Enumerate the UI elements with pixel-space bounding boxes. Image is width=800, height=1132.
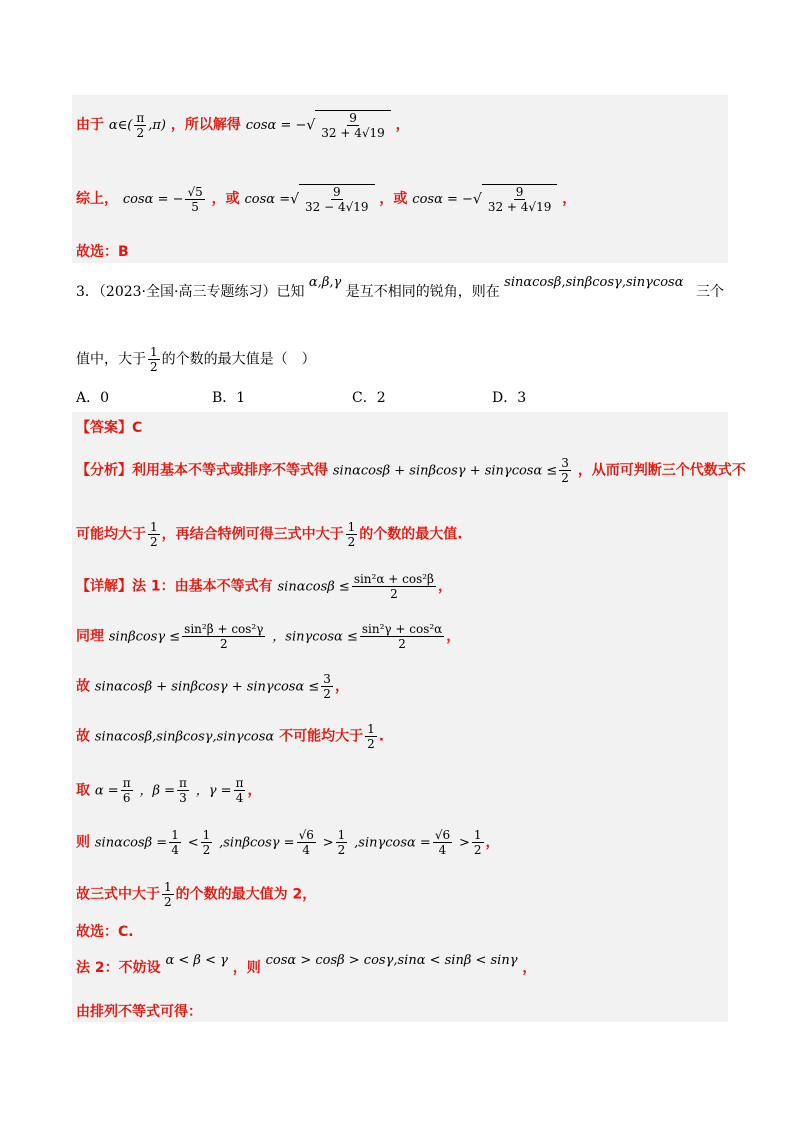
option-b[interactable]: B．1 bbox=[212, 390, 246, 406]
analysis-line2: 可能均大于 $\frac{1}{2}$ ，再结合特例可得三式中大于 $\frac{1}{2}$ 的个数的最大值. bbox=[76, 520, 463, 549]
option-c[interactable]: C．2 bbox=[352, 390, 386, 406]
detail-line3: 故 sinαcosβ + sinβcosγ + sinγcosα ≤ $\frac{3}{2}$ ， bbox=[76, 672, 349, 701]
option-d[interactable]: D．3 bbox=[492, 390, 527, 406]
line-summary: 综上， cosα = − $\frac{√5}{5}$ ，或 cosα =√ $\frac{9}{32 - 4√19}$ ，或 cosα = −√ $\frac{9}{32 + 4√19}$ ， bbox=[76, 184, 577, 214]
analysis-line1: 【分析】利用基本不等式或排序不等式得 sinαcosβ + sinβcosγ + sinγcosα ≤ $\frac{3}{2}$ ，从而可判断三个代数式不 bbox=[76, 456, 746, 485]
detail-line7: 故三式中大于 $\frac{1}{2}$ 的个数的最大值为 2， bbox=[76, 880, 317, 909]
question-3: 3．（2023·全国·高三专题练习）已知 α,β,γ 是互不相同的锐角，则在 sinαcosβ,sinβcosγ,sinγcosα 三个 bbox=[76, 275, 724, 300]
answer-label: 【答案】C bbox=[76, 420, 143, 436]
choice-b: 故选：B bbox=[76, 244, 129, 260]
answer-shade-bottom bbox=[72, 412, 728, 1022]
line-since: 由于 α∈( $\frac{\pi}{2}$ ,π) ，所以解得 cosα = −√ $\frac{9}{32 + 4√19}$ ， bbox=[76, 110, 410, 140]
detail-line5: 取 α = $\frac{\pi}{6}$ ，β = $\frac{\pi}{3}$ ，γ = $\frac{\pi}{4}$ ， bbox=[76, 776, 262, 805]
choice-c: 故选：C. bbox=[76, 924, 134, 940]
option-a[interactable]: A．0 bbox=[76, 390, 110, 406]
method2-line: 法 2：不妨设 α < β < γ ，则 cosα > cosβ > cosγ,sinα < sinβ < sinγ ， bbox=[76, 953, 537, 976]
detail-line1: 【详解】法 1：由基本不等式有 sinαcosβ ≤ $\frac{\text{sin²α + cos²β}}{2}$ ， bbox=[76, 572, 452, 601]
detail-line2: 同理 sinβcosγ ≤ $\frac{\text{sin²β + cos²γ}}{2}$ ，sinγcosα ≤ $\frac{\text{sin²γ + cos²α}}{2}$ ， bbox=[76, 622, 461, 651]
method2-permutation: 由排列不等式可得： bbox=[76, 1004, 202, 1020]
question-3-line2: 值中，大于 $\frac{1}{2}$ 的个数的最大值是（ ） bbox=[76, 345, 316, 374]
detail-line6: 则 sinαcosβ = $\frac{1}{4}$ < $\frac{1}{2}$ ,sinβcosγ = $\frac{√6}{4}$ > $\frac{1}{2}$ ,sinγcosα = $\frac{√6}{4}$ > $\frac{1}{2}$ ， bbox=[76, 828, 500, 857]
detail-line4: 故 sinαcosβ,sinβcosγ,sinγcosα 不可能均大于 $\frac{1}{2}$ . bbox=[76, 722, 385, 751]
